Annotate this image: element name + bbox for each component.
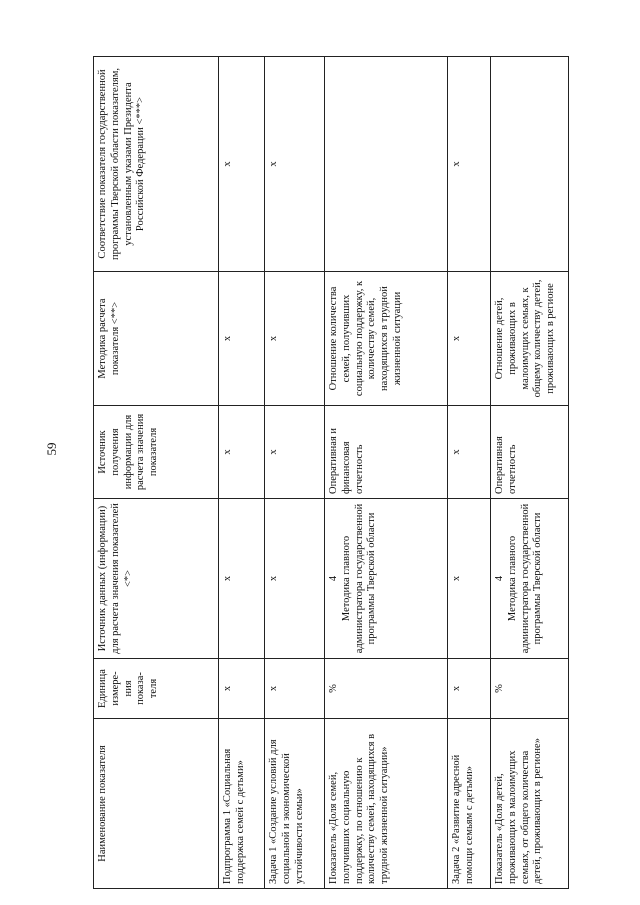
row-cell-info-source: Оперативная отчетность bbox=[491, 406, 569, 499]
row-cell-method: x bbox=[448, 272, 491, 406]
row-cell-info-source: x bbox=[265, 406, 325, 499]
header-cell-method: Методика расчета показателя <**> bbox=[94, 272, 219, 406]
row-cell-unit: x bbox=[219, 659, 265, 719]
row-cell-data-source: 4 Методика главного администратора государственной программы Тверской области bbox=[325, 499, 448, 659]
row-cell-method: x bbox=[219, 272, 265, 406]
row-cell-info-source: x bbox=[448, 406, 491, 499]
row-cell-unit: x bbox=[448, 659, 491, 719]
row-cell-name: Задача 1 «Создание условий для социальной и экономической устойчивости семьи» bbox=[265, 719, 325, 889]
row-cell-method: Отношение детей, проживающих в малоимущих семьях, к общему количеству детей, проживающих в регионе bbox=[491, 272, 569, 406]
header-cell-compliance: Соответствие показателя государственной программы Тверской области показателям, установленным указами Президента Российской Федерации <***> bbox=[94, 57, 219, 272]
row-cell-unit: % bbox=[491, 659, 569, 719]
table-row bbox=[448, 57, 491, 889]
row-cell-name: Подпрограмма 1 «Социальная поддержка семей с детьми» bbox=[219, 719, 265, 889]
row-cell-compliance bbox=[325, 57, 448, 272]
header-row bbox=[94, 57, 219, 889]
rotated-table-container bbox=[93, 57, 568, 889]
row-cell-data-source: x bbox=[219, 499, 265, 659]
row-cell-compliance: x bbox=[265, 57, 325, 272]
table-row bbox=[325, 57, 448, 889]
table-row bbox=[491, 57, 569, 889]
page-number: 59 bbox=[44, 442, 59, 456]
row-cell-info-source: Оперативная и финансовая отчетность bbox=[325, 406, 448, 499]
row-cell-data-source: x bbox=[265, 499, 325, 659]
header-cell-info-source: Источник получения информации для расчета значения показателя bbox=[94, 406, 219, 499]
header-cell-name: Наименование показателя bbox=[94, 719, 219, 889]
row-cell-method: Отношение количества семей, получивших социальную поддержку, к количеству семей, находящихся в трудной жизненной ситуации bbox=[325, 272, 448, 406]
row-cell-compliance: x bbox=[219, 57, 265, 272]
row-cell-unit: % bbox=[325, 659, 448, 719]
row-cell-compliance bbox=[491, 57, 569, 272]
row-cell-name: Показатель «Доля детей, проживающих в малоимущих семьях, от общего количества детей, проживающих в регионе» bbox=[491, 719, 569, 889]
row-cell-compliance: x bbox=[448, 57, 491, 272]
row-cell-data-source: 4 Методика главного администратора государственной программы Тверской области bbox=[491, 499, 569, 659]
row-cell-name: Показатель «Доля семей, получивших социальную поддержку, по отношению к количеству семей, находящихся в трудной жизненной ситуации» bbox=[325, 719, 448, 889]
row-cell-name: Задача 2 «Развитие адресной помощи семьям с детьми» bbox=[448, 719, 491, 889]
row-cell-unit: x bbox=[265, 659, 325, 719]
table-row bbox=[219, 57, 265, 889]
indicator-table bbox=[93, 56, 569, 889]
row-cell-info-source: x bbox=[219, 406, 265, 499]
row-cell-method: x bbox=[265, 272, 325, 406]
header-cell-data-source: Источник данных (информации) для расчета значения показателей <*> bbox=[94, 499, 219, 659]
header-cell-unit: Единица измере- ния показа- теля bbox=[94, 659, 219, 719]
row-cell-data-source: x bbox=[448, 499, 491, 659]
table-row bbox=[265, 57, 325, 889]
